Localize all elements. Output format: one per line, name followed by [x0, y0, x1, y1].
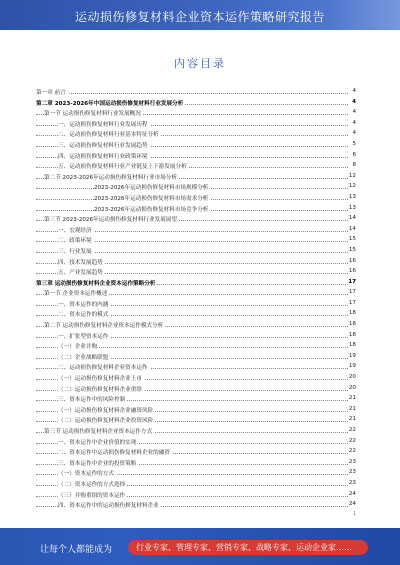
toc-entry-text: 四、资本运作中的运动损伤修复材料企业	[58, 503, 159, 510]
toc-entry[interactable]	[36, 214, 356, 225]
toc-entry[interactable]	[36, 108, 356, 119]
footer-slogan: 让每个人都能成为	[40, 545, 113, 555]
toc-entry-page: 18	[348, 342, 356, 349]
toc-entry[interactable]	[36, 373, 356, 384]
toc-entry-text: 第一节 运动损伤修复材料行业发展概况	[44, 111, 141, 118]
toc-entry[interactable]	[36, 415, 356, 426]
table-of-contents	[36, 87, 356, 511]
toc-entry[interactable]	[36, 204, 356, 215]
toc-entry-text: 一、宏观经济	[58, 227, 92, 234]
toc-entry-text: 二、政策环境	[58, 238, 92, 245]
toc-entry-text: 二、资本运作中运动损伤修复材料企业的融资	[58, 450, 170, 457]
toc-entry-text: （一）资本运作的方式	[58, 471, 114, 478]
toc-entry[interactable]	[36, 288, 356, 299]
toc-entry[interactable]	[36, 331, 356, 342]
toc-entry[interactable]	[36, 225, 356, 236]
toc-entry-page: 12	[348, 183, 356, 190]
toc-entry-text: （二）运动损伤修复材料企业投资风险	[58, 418, 154, 425]
toc-entry[interactable]	[36, 500, 356, 511]
toc-entry-page: 20	[348, 374, 356, 381]
toc-entry[interactable]	[36, 437, 356, 448]
toc-entry[interactable]	[36, 468, 356, 479]
toc-entry-text: 一、资本运作的内涵	[58, 301, 109, 308]
toc-entry-page: 21	[348, 395, 356, 402]
toc-entry[interactable]	[36, 235, 356, 246]
toc-entry[interactable]	[36, 309, 356, 320]
toc-entry-text: （二）企业战略联盟	[58, 354, 109, 361]
toc-entry[interactable]	[36, 87, 356, 98]
toc-entry-text: 第一章 前言	[36, 90, 66, 96]
toc-entry[interactable]	[36, 267, 356, 278]
toc-entry[interactable]	[36, 362, 356, 373]
toc-entry-page: 4	[348, 99, 356, 105]
toc-entry-page: 16	[348, 268, 356, 275]
toc-entry[interactable]	[36, 193, 356, 204]
toc-entry-page: 23	[348, 469, 356, 476]
toc-entry[interactable]	[36, 426, 356, 437]
toc-entry[interactable]	[36, 161, 356, 172]
toc-entry-page: 24	[348, 490, 356, 497]
toc-entry[interactable]	[36, 278, 356, 289]
toc-entry-text: 三、运动损伤修复材料行业发展趋势	[58, 142, 148, 149]
toc-entry-text: （二）资本运作的方式选择	[58, 481, 126, 488]
toc-entry[interactable]	[36, 458, 356, 469]
toc-entry-text: 一、资本运作中企业价值的实现	[58, 439, 137, 446]
toc-entry[interactable]	[36, 447, 356, 458]
toc-entry[interactable]	[36, 140, 356, 151]
toc-entry-text: 第二节 2023-2026年运动损伤修复材料行业市场分析	[44, 174, 177, 181]
report-title: 运动损伤修复材料企业资本运作策略研究报告	[74, 10, 325, 24]
toc-entry-page: 5	[348, 141, 356, 147]
toc-entry-page: 22	[348, 437, 356, 444]
toc-entry-text: 三、资本运作中企业的投资策略	[58, 460, 137, 467]
toc-entry[interactable]	[36, 384, 356, 395]
toc-entry-text: 第二章 2023-2026年中国运动损伤修复材料行业发展分析	[36, 100, 184, 107]
toc-entry-text: 第三节 运动损伤修复材料企业资本运作方式	[44, 429, 153, 435]
toc-entry-page: 4	[348, 130, 356, 136]
toc-entry-text: 四、技术发展趋势	[58, 259, 103, 266]
toc-entry-page: 18	[348, 310, 356, 317]
toc-entry-page: 18	[348, 331, 356, 338]
footer-tagline-pill	[128, 540, 368, 555]
toc-entry-text: 五、运动损伤修复材料行业产业链及上下游发展分析	[58, 164, 187, 171]
toc-entry-text: 2023-2026年运动损伤修复材料市场竞争分析	[94, 206, 209, 213]
toc-entry-text: 二、运动损伤修复材料企业资本运作	[58, 365, 148, 372]
toc-entry-page: 14	[348, 215, 356, 222]
toc-entry-text: 二、运动损伤修复材料行业基本特征分析	[58, 132, 159, 139]
toc-entry-text: 一、运动损伤修复材料行业发展历程	[58, 121, 148, 128]
footer-tagline: 行业专家、管理专家、营销专家、战略专家、运动企业家……	[136, 543, 352, 552]
toc-entry-text: 第三章 运动损伤修复材料企业资本运作策略分析	[36, 280, 156, 287]
toc-leader-dots	[36, 93, 348, 94]
toc-entry-page: 20	[348, 384, 356, 391]
toc-entry-page: 24	[348, 501, 356, 508]
report-header	[0, 0, 400, 30]
toc-entry-text: 二、资本运作的模式	[58, 312, 109, 319]
toc-entry-page: 21	[348, 416, 356, 423]
toc-entry-page: 15	[348, 246, 356, 253]
toc-entry-page: 4	[348, 88, 356, 94]
toc-entry-text: （一）运动损伤修复材料企业融资风险	[58, 407, 154, 414]
toc-entry[interactable]	[36, 129, 356, 140]
toc-entry-page: 22	[348, 427, 356, 433]
toc-entry-text: 三、资本运作中的风险控制	[58, 397, 126, 404]
toc-entry[interactable]	[36, 246, 356, 257]
toc-entry-page: 22	[348, 448, 356, 455]
toc-entry[interactable]	[36, 119, 356, 130]
toc-entry-page: 17	[348, 289, 356, 296]
toc-entry-text: 一、扩张型资本运作	[58, 333, 109, 340]
page-number: 1	[352, 511, 356, 517]
toc-entry[interactable]	[36, 320, 356, 331]
toc-entry-text: （一）运动损伤修复材料企业上市	[58, 376, 142, 383]
footer-banner	[0, 528, 400, 565]
toc-entry-page: 6	[348, 152, 356, 158]
toc-entry-text: 2023-2026年运动损伤修复材料市场规模分析	[94, 185, 209, 192]
toc-entry[interactable]	[36, 405, 356, 416]
toc-entry[interactable]	[36, 172, 356, 183]
toc-entry-page: 21	[348, 405, 356, 412]
toc-entry[interactable]	[36, 299, 356, 310]
toc-entry-page: 13	[348, 193, 356, 200]
toc-entry-text: 第二节 运动损伤修复材料企业资本运作模式分析	[44, 323, 164, 330]
toc-entry-page: 23	[348, 479, 356, 486]
toc-entry-text: （二）运动损伤修复材料企业重组	[58, 386, 142, 393]
toc-entry-page: 17	[348, 278, 356, 285]
toc-entry[interactable]	[36, 151, 356, 162]
toc-entry[interactable]	[36, 394, 356, 405]
toc-entry-page: 23	[348, 458, 356, 465]
toc-entry-page: 13	[348, 204, 356, 211]
toc-entry-page: 4	[348, 120, 356, 126]
toc-entry-page: 19	[348, 363, 356, 370]
toc-entry-text: 五、产业发展趋势	[58, 270, 103, 277]
toc-entry-page: 4	[348, 109, 356, 115]
toc-entry[interactable]	[36, 182, 356, 193]
toc-entry-text: 三、行业发展	[58, 248, 92, 255]
toc-entry-page: 8	[348, 162, 356, 168]
toc-entry-page: 14	[348, 225, 356, 232]
toc-heading: 内容目录	[174, 57, 226, 70]
toc-entry-text: 第一节 企业资本运作概述	[44, 291, 108, 298]
toc-entry-text: （三）并购重组的资本运作	[58, 492, 126, 499]
toc-entry-text: 第三节 2023-2026年运动损伤修复材料行业发展展望	[44, 217, 177, 224]
toc-entry[interactable]	[36, 98, 356, 109]
toc-entry-text: （一）企业并购	[58, 344, 98, 351]
toc-entry[interactable]	[36, 257, 356, 268]
toc-entry[interactable]	[36, 490, 356, 501]
toc-entry-page: 15	[348, 236, 356, 243]
toc-entry-page: 19	[348, 352, 356, 359]
toc-entry[interactable]	[36, 352, 356, 363]
toc-entry-page: 12	[348, 172, 356, 179]
toc-entry-text: 四、运动损伤修复材料行业政策环境	[58, 153, 148, 160]
toc-entry-page: 18	[348, 321, 356, 328]
toc-entry[interactable]	[36, 341, 356, 352]
toc-entry[interactable]	[36, 479, 356, 490]
toc-entry-page: 16	[348, 257, 356, 264]
toc-entry-text: 2023-2026年运动损伤修复材料市场需求分析	[94, 195, 209, 202]
toc-entry-page: 17	[348, 299, 356, 306]
